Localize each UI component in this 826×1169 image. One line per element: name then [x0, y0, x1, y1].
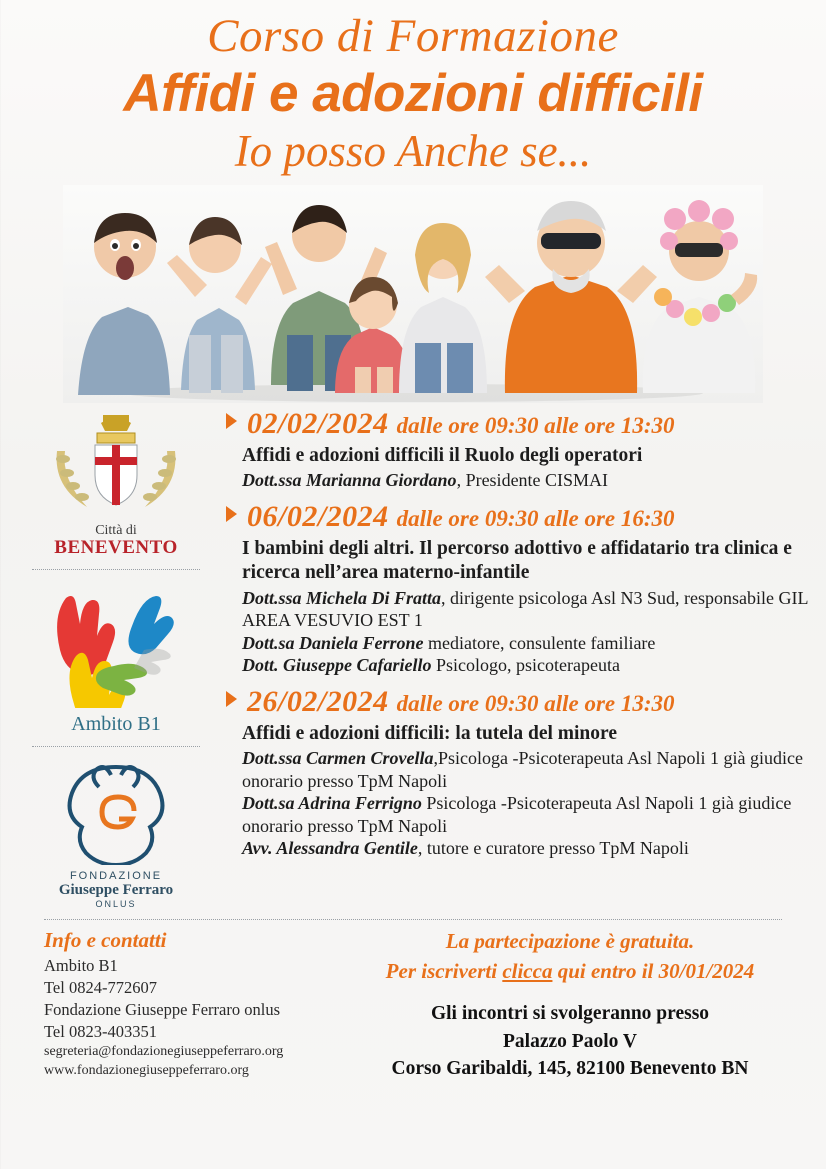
speaker-role: Psicologa -Psicoterapeuta Asl Napoli 1 già giudice onorario presso TpM Napoli — [242, 793, 792, 836]
session-2-speaker-2 — [242, 632, 816, 655]
session-2 — [226, 500, 816, 677]
session-1-header — [226, 407, 816, 441]
session-2-header — [226, 500, 816, 534]
signup-line — [344, 956, 796, 986]
session-3-speaker-3 — [242, 837, 816, 860]
session-3-speaker-2 — [242, 792, 816, 837]
registration-block — [344, 928, 796, 1083]
contact-website[interactable]: www.fondazionegiuseppeferraro.org — [44, 1062, 249, 1078]
crest-icon — [41, 407, 191, 519]
free-participation-text: La partecipazione è gratuita. — [445, 929, 695, 954]
contact-email[interactable]: segreteria@fondazionegiuseppeferraro.org — [44, 1044, 284, 1059]
signup-link[interactable]: clicca — [502, 958, 553, 983]
signup-prefix: Per iscriverti — [385, 958, 503, 983]
poster-title-block — [0, 0, 826, 177]
session-3-time: dalle ore 09:30 alle ore 13:30 — [396, 690, 675, 716]
speaker-role: , dirigente psicologa Asl N3 Sud, responsabile GIL AREA VESUVIO EST 1 — [242, 587, 808, 631]
group-photo — [63, 185, 763, 403]
speaker-role: , tutore e curatore presso TpM Napoli — [417, 838, 689, 859]
logo-citta-label-big: BENEVENTO — [54, 537, 178, 559]
contact-line-2: Tel 0824-772607 — [44, 978, 157, 998]
session-2-time: dalle ore 09:30 alle ore 16:30 — [396, 505, 675, 531]
logo-ambito-label-big: B1 — [137, 713, 161, 736]
speaker-name: Dott. Giuseppe Cafariello — [242, 655, 432, 676]
sessions-column — [226, 407, 826, 910]
bullet-triangle-icon — [226, 506, 237, 522]
logo-divider-2 — [32, 746, 200, 747]
session-2-speaker-3 — [242, 654, 816, 677]
logo-ambito-label-small: Ambito — [71, 713, 133, 736]
session-1-title: Affidi e adozioni difficili il Ruolo degli operatori — [242, 444, 643, 466]
speaker-name: Avv. Alessandra Gentile — [242, 838, 418, 859]
speaker-role: Psicologo, psicoterapeuta — [431, 655, 620, 676]
bullet-triangle-icon — [226, 691, 237, 707]
course-kicker: Corso di Formazione — [207, 10, 619, 62]
session-1-speaker-1 — [242, 469, 816, 492]
speaker-name: Dott.ssa Carmen Crovella — [242, 748, 434, 769]
speaker-role: ,Psicologa -Psicoterapeuta Asl Napoli 1 già giudice onorario presso TpM Napoli — [242, 748, 803, 791]
contact-line-4: Tel 0823-403351 — [44, 1022, 157, 1042]
poster-body — [0, 403, 826, 910]
session-3-title: Affidi e adozioni difficili: la tutela del minore — [242, 722, 617, 744]
fondazione-mark-icon — [41, 757, 191, 865]
logo-fondazione — [6, 757, 226, 909]
group-photo-illustration — [63, 185, 763, 403]
speaker-role: , Presidente CISMAI — [456, 470, 609, 491]
logo-citta-label-small: Città di — [95, 522, 137, 538]
session-3-date: 26/02/2024 — [247, 684, 389, 718]
venue-line-3: Corso Garibaldi, 145, 82100 Benevento BN — [391, 1058, 749, 1080]
speaker-name: Dott.sa Daniela Ferrone — [242, 632, 424, 653]
logo-column — [0, 407, 226, 910]
logo-citta-di-benevento — [6, 407, 226, 560]
signup-suffix: qui entro il 30/01/2024 — [552, 958, 755, 983]
session-2-date: 06/02/2024 — [247, 499, 389, 533]
speaker-name: Dott.sa Adrina Ferrigno — [242, 793, 422, 814]
logo-fondazione-line1: FONDAZIONE — [69, 870, 163, 883]
speaker-role: mediatore, consulente familiare — [423, 632, 656, 653]
venue-line-1: Gli incontri si svolgeranno presso — [430, 1002, 710, 1024]
logo-fondazione-line3: ONLUS — [95, 899, 137, 910]
footer — [0, 928, 826, 1083]
session-1-time: dalle ore 09:30 alle ore 13:30 — [396, 412, 675, 438]
speaker-name: Dott.ssa Michela Di Fratta — [242, 587, 442, 608]
logo-divider-1 — [32, 569, 200, 570]
session-2-speaker-1 — [242, 587, 816, 632]
contacts-title: Info e contatti — [44, 928, 167, 953]
logo-ambito-b1 — [6, 580, 226, 736]
logo-fondazione-line2: Giuseppe Ferraro — [58, 882, 174, 899]
bullet-triangle-icon — [226, 413, 237, 429]
contacts-block — [44, 928, 344, 1083]
course-title: Affidi e adozioni difficili — [123, 63, 703, 123]
venue-line-2: Palazzo Paolo V — [503, 1030, 637, 1052]
contact-line-1: Ambito B1 — [44, 956, 118, 976]
session-3 — [226, 685, 816, 860]
hands-icon — [36, 580, 196, 708]
session-1 — [226, 407, 816, 492]
course-subtitle: Io posso Anche se... — [234, 126, 592, 177]
session-3-header — [226, 685, 816, 719]
contact-line-3: Fondazione Giuseppe Ferraro onlus — [44, 1000, 280, 1020]
session-2-title: I bambini degli altri. Il percorso adottivo e affidatario tra clinica e ricerca nell’area materno-infantile — [242, 537, 792, 583]
venue-block — [344, 1000, 796, 1083]
session-1-date: 02/02/2024 — [247, 406, 389, 440]
logo-ambito-label — [6, 713, 226, 736]
footer-divider — [44, 919, 782, 920]
session-3-speaker-1 — [242, 747, 816, 792]
speaker-name: Dott.ssa Marianna Giordano — [242, 470, 457, 491]
